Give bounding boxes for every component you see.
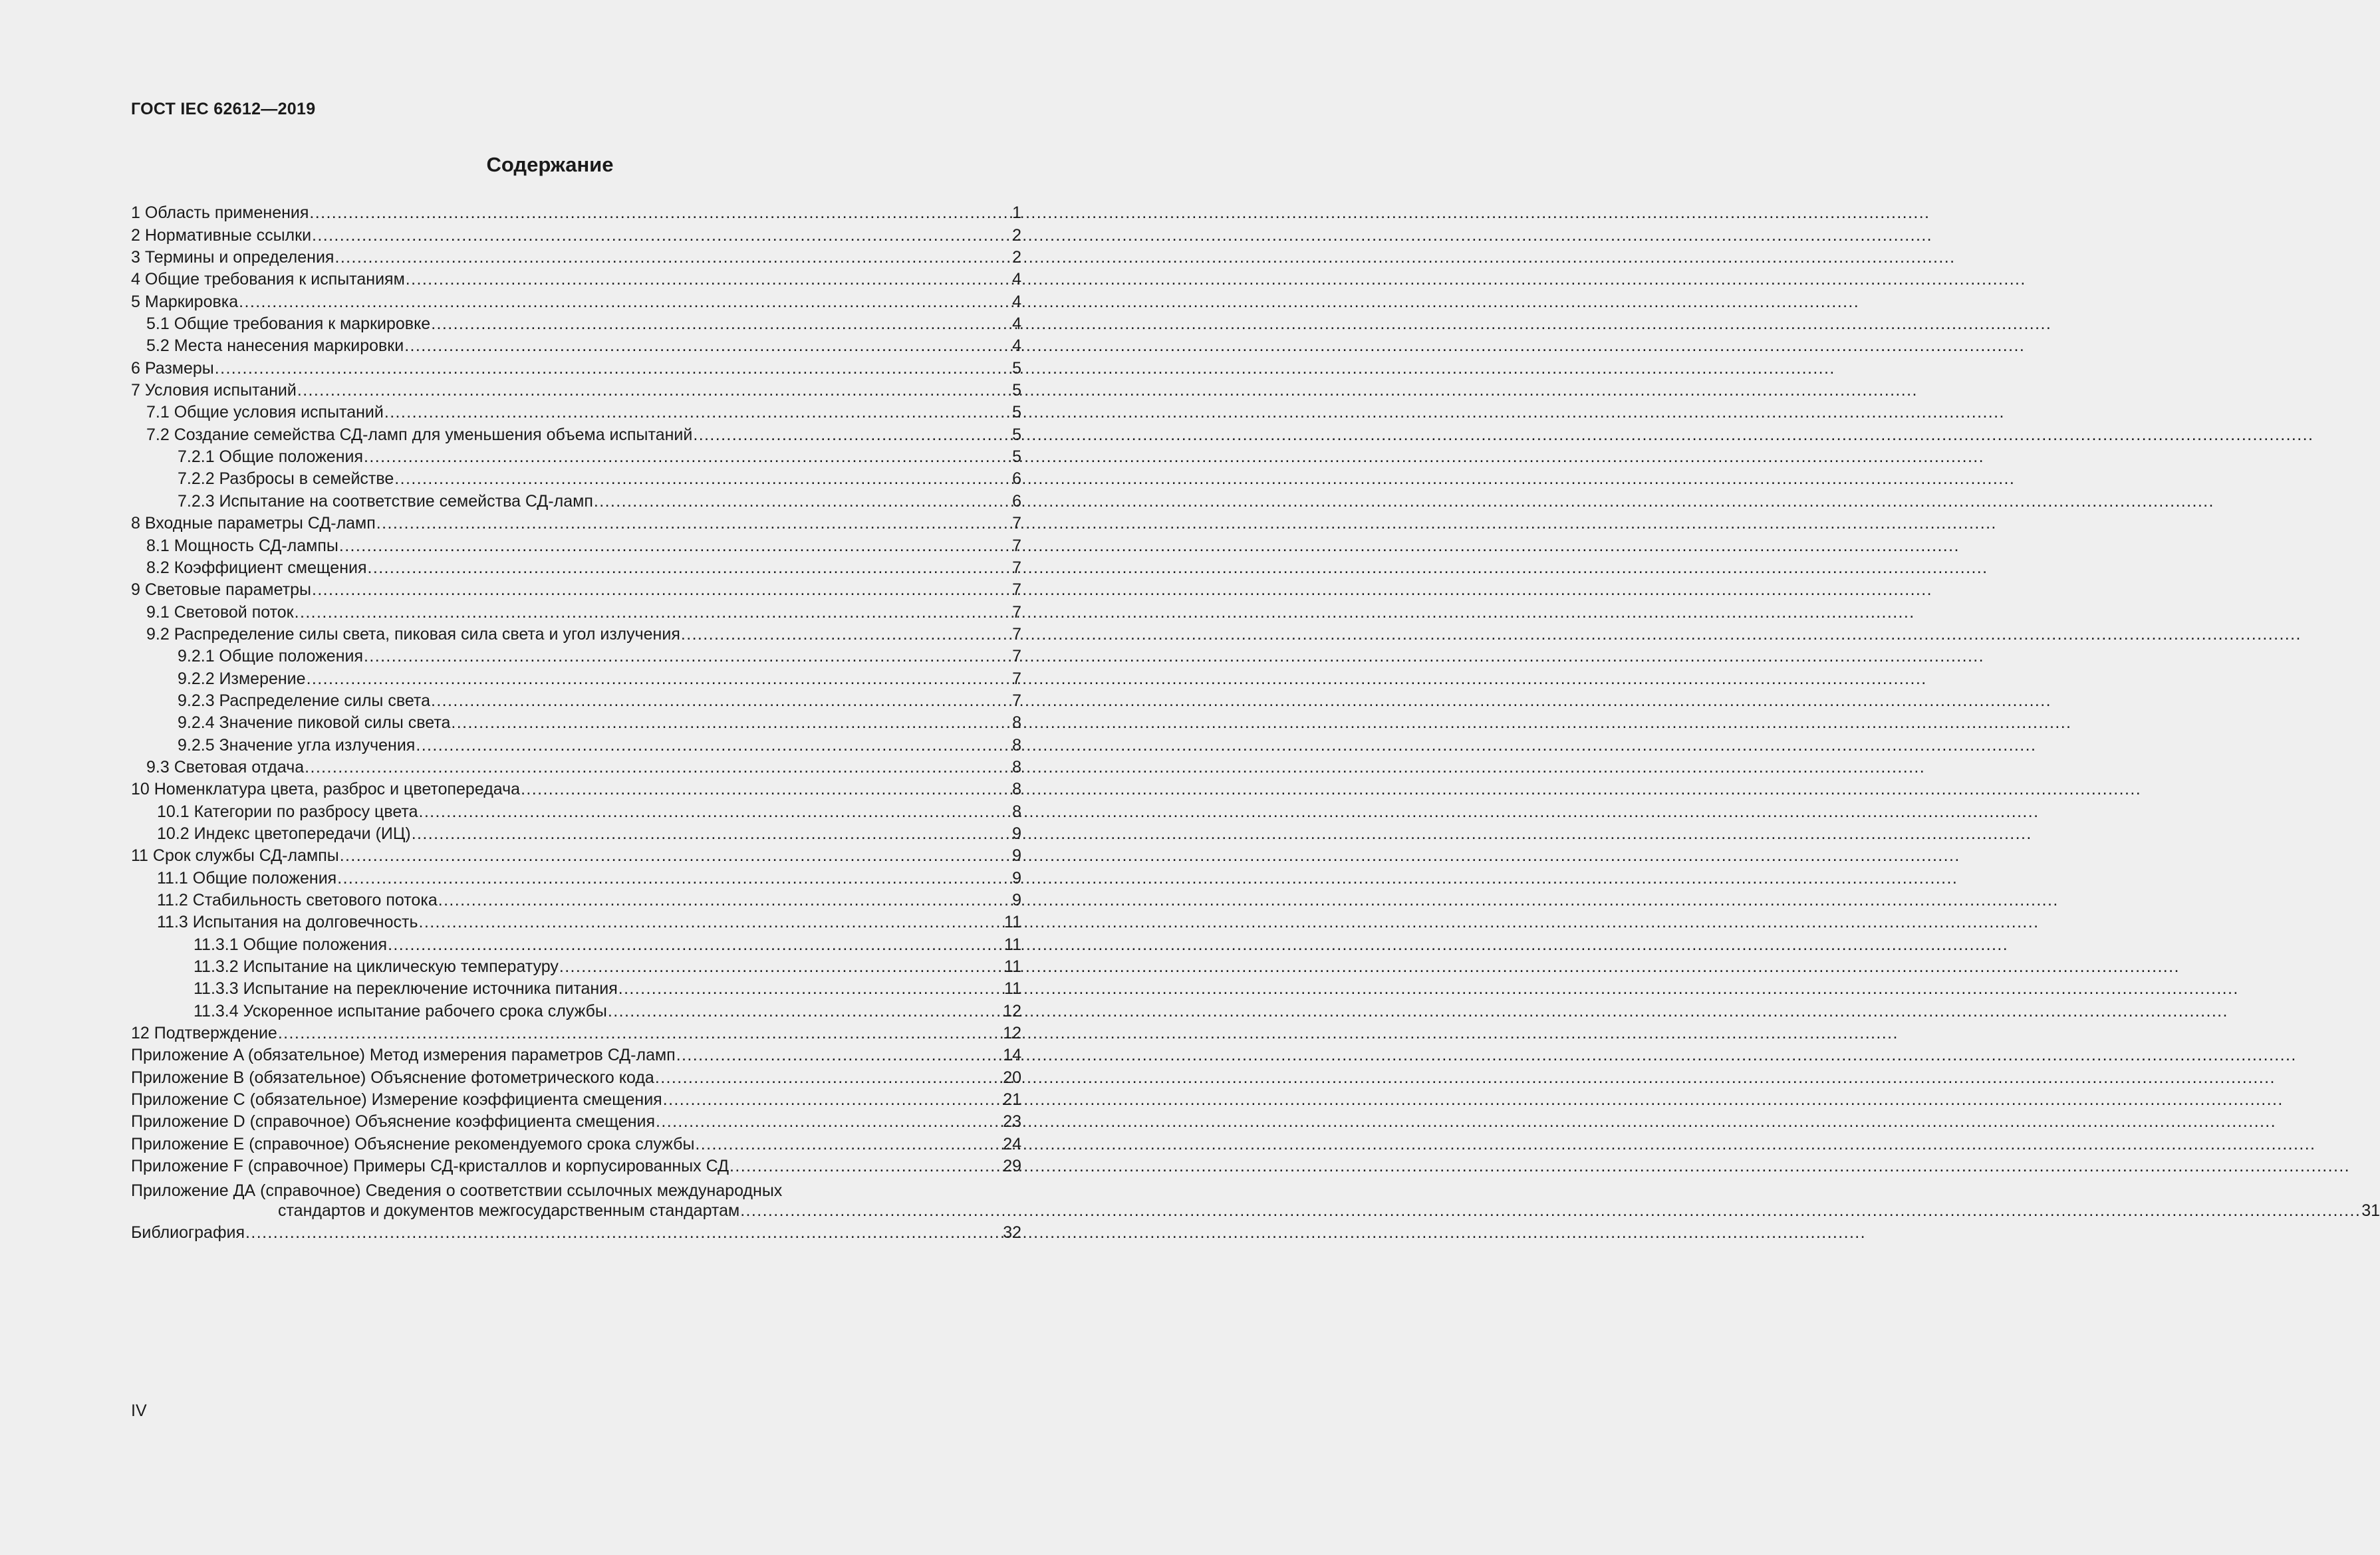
dot-leader xyxy=(297,380,1011,400)
toc-entry[interactable] xyxy=(131,1021,1021,1043)
toc-entry-label: 10.1 Категории по разбросу цвета xyxy=(157,802,418,821)
toc-entry-page: 8 xyxy=(1012,780,1021,799)
toc-entry-label: 9.1 Световой поток xyxy=(146,602,294,622)
dot-leader xyxy=(655,1068,1002,1088)
dot-leader xyxy=(312,225,1011,245)
toc-entry-label: 9.2.1 Общие положения xyxy=(178,647,364,666)
toc-entry[interactable] xyxy=(131,533,1021,555)
dot-leader xyxy=(676,1045,1002,1065)
toc-entry-page: 5 xyxy=(1012,425,1021,444)
toc-entry-page: 7 xyxy=(1012,647,1021,666)
toc-entry-label: Библиография xyxy=(131,1223,245,1243)
toc-entry[interactable] xyxy=(131,245,1021,267)
dot-leader xyxy=(376,513,1011,533)
toc-entry-page: 7 xyxy=(1012,602,1021,622)
toc-entry[interactable] xyxy=(131,755,1021,777)
toc-entry-label: 11 Срок службы СД-лампы xyxy=(131,846,339,866)
toc-entry-page: 9 xyxy=(1012,824,1021,843)
toc-entry[interactable] xyxy=(131,622,1021,644)
dot-leader xyxy=(451,713,1011,733)
toc-entry-page: 9 xyxy=(1012,891,1021,909)
toc-entry[interactable] xyxy=(131,356,1021,378)
toc-entry-label: Приложение F (справочное) Примеры СД-кристаллов и корпусированных СД xyxy=(131,1157,729,1176)
toc-entry[interactable] xyxy=(131,600,1021,622)
toc-entry-label: 9.3 Световая отдача xyxy=(146,757,305,777)
toc-entry-label: 10.2 Индекс цветопередачи (ИЦ) xyxy=(157,824,411,843)
toc-entry-page: 12 xyxy=(1003,1024,1021,1043)
toc-entry-label: 9.2.2 Измерение xyxy=(178,669,306,688)
dot-leader xyxy=(438,890,1011,910)
toc-entry-page: 6 xyxy=(1012,469,1021,489)
dot-leader xyxy=(394,469,1011,489)
toc-entry[interactable] xyxy=(131,932,1021,954)
toc-entry-page: 8 xyxy=(1012,735,1021,755)
toc-entry-label: 8 Входные параметры СД-ламп xyxy=(131,514,376,533)
toc-title: Содержание xyxy=(486,153,614,176)
toc-entry-label: 11.3.2 Испытание на циклическую температуру xyxy=(194,957,559,977)
dot-leader xyxy=(418,802,1011,822)
toc-entry-label: 8.1 Мощность СД-лампы xyxy=(146,536,338,555)
toc-entry[interactable] xyxy=(131,289,1021,311)
toc-entry-label: 2 Нормативные ссылки xyxy=(131,225,312,245)
toc-entry-page: 5 xyxy=(1012,381,1021,400)
toc-entry[interactable] xyxy=(131,866,1021,888)
toc-entry-page: 7 xyxy=(1012,536,1021,555)
toc-entry[interactable] xyxy=(131,1043,1021,1065)
toc-entry-page: 7 xyxy=(1012,669,1021,688)
dot-leader xyxy=(337,868,1011,888)
toc-entry[interactable] xyxy=(131,467,1021,489)
toc-entry-page: 4 xyxy=(1012,336,1021,356)
toc-entry-page: 7 xyxy=(1012,691,1021,710)
toc-entry[interactable] xyxy=(131,201,1021,223)
dot-leader xyxy=(404,336,1011,356)
toc-entry-bibliography[interactable] xyxy=(131,1221,1021,1243)
toc-entry-page: 24 xyxy=(1003,1134,1021,1153)
toc-entry-page: 9 xyxy=(1012,868,1021,888)
toc-entry[interactable] xyxy=(131,888,1021,910)
toc-entry-page: 4 xyxy=(1012,314,1021,334)
toc-entry[interactable] xyxy=(131,733,1021,755)
toc-entry-label: 8.2 Коэффициент смещения xyxy=(146,558,367,577)
toc-entry-page: 5 xyxy=(1012,358,1021,378)
dot-leader xyxy=(729,1156,1002,1176)
toc-entry-label: Приложение ДА (справочное) Сведения о соответствии ссылочных международных xyxy=(131,1181,783,1200)
dot-leader xyxy=(608,1001,1002,1021)
dot-leader xyxy=(521,779,1011,799)
toc-entry[interactable] xyxy=(131,511,1021,533)
dot-leader xyxy=(388,935,1003,955)
toc-entry-page: 2 xyxy=(1012,248,1021,267)
toc-entry-label: 7.2.1 Общие положения xyxy=(178,447,364,467)
toc-entry-label-continued: стандартов и документов межгосударственным стандартам xyxy=(278,1201,740,1220)
toc-entry-page: 6 xyxy=(1012,491,1021,511)
dot-leader xyxy=(364,646,1011,666)
toc-entry-label: Приложение A (обязательное) Метод измерения параметров СД-ламп xyxy=(131,1046,676,1065)
dot-leader xyxy=(681,624,1011,644)
toc-entry-label: Приложение D (справочное) Объяснение коэффициента смещения xyxy=(131,1112,656,1132)
toc-entry-label: 11.3 Испытания на долговечность xyxy=(157,913,418,932)
toc-entry-label: 7.1 Общие условия испытаний xyxy=(146,403,384,422)
dot-leader xyxy=(431,691,1011,711)
toc-entry-page: 5 xyxy=(1012,447,1021,467)
toc-entry-label: 11.3.4 Ускоренное испытание рабочего срока службы xyxy=(194,1001,607,1020)
dot-leader xyxy=(364,447,1011,467)
toc-entry-label: 9.2.3 Распределение силы света xyxy=(178,691,430,710)
toc-entry[interactable] xyxy=(131,489,1021,511)
toc-entry-page: 7 xyxy=(1012,580,1021,600)
toc-entry-page: 7 xyxy=(1012,624,1021,644)
toc-entry-page: 1 xyxy=(1012,203,1021,223)
dot-leader xyxy=(239,292,1011,312)
table-of-contents xyxy=(131,201,2380,1243)
toc-entry[interactable] xyxy=(131,666,1021,688)
toc-entry[interactable] xyxy=(131,644,1021,666)
toc-entry-page: 32 xyxy=(1003,1223,1021,1243)
toc-entry-label: 11.1 Общие положения xyxy=(157,868,337,888)
dot-leader xyxy=(309,203,1011,223)
toc-entry[interactable] xyxy=(131,334,1021,356)
toc-entry-label: 7.2.3 Испытание на соответствие семейства СД-ламп xyxy=(178,491,593,511)
dot-leader xyxy=(384,402,1011,422)
toc-entry-label: 3 Термины и определения xyxy=(131,248,334,267)
toc-entry-page: 29 xyxy=(1003,1157,1021,1176)
page-number: IV xyxy=(131,1401,147,1420)
toc-entry-page: 31 xyxy=(2361,1201,2380,1220)
toc-entry-label: 5.2 Места нанесения маркировки xyxy=(146,336,404,356)
dot-leader xyxy=(334,247,1011,267)
toc-entry-page: 5 xyxy=(1012,403,1021,422)
dot-leader xyxy=(312,580,1011,600)
toc-entry[interactable] xyxy=(131,1065,1021,1087)
toc-entry-page: 20 xyxy=(1003,1068,1021,1087)
toc-entry-annex-da[interactable] xyxy=(131,1176,2380,1221)
toc-entry-page: 11 xyxy=(1004,957,1021,977)
toc-entry-label: 9.2.4 Значение пиковой силы света xyxy=(178,713,451,733)
dot-leader xyxy=(245,1223,1002,1243)
toc-entry-label: 7.2.2 Разбросы в семействе xyxy=(178,469,394,489)
toc-entry-page: 4 xyxy=(1012,270,1021,289)
toc-entry-label: 7 Условия испытаний xyxy=(131,381,297,400)
dot-leader xyxy=(431,314,1011,334)
toc-entry-label: Приложение E (справочное) Объяснение рекомендуемого срока службы xyxy=(131,1134,695,1153)
dot-leader xyxy=(215,358,1011,378)
toc-entry[interactable] xyxy=(131,1110,1021,1132)
dot-leader xyxy=(594,491,1011,511)
dot-leader xyxy=(419,912,1004,932)
dot-leader xyxy=(740,1201,2361,1221)
toc-entry-page: 2 xyxy=(1012,225,1021,245)
toc-entry-page: 11 xyxy=(1004,979,1021,999)
dot-leader xyxy=(406,269,1011,289)
toc-entry[interactable] xyxy=(131,910,1021,932)
toc-entry[interactable] xyxy=(131,844,1021,866)
dot-leader xyxy=(412,824,1011,844)
toc-entry-label: Приложение B (обязательное) Объяснение фотометрического кода xyxy=(131,1068,654,1087)
toc-entry-label: 7.2 Создание семейства СД-ламп для уменьшения объема испытаний xyxy=(146,425,693,444)
toc-entry-page: 7 xyxy=(1012,558,1021,577)
dot-leader xyxy=(663,1090,1002,1110)
toc-entry[interactable] xyxy=(131,267,1021,289)
toc-entry-page: 23 xyxy=(1003,1112,1021,1132)
toc-entry-page: 8 xyxy=(1012,757,1021,777)
dot-leader xyxy=(278,1023,1002,1043)
toc-entry-label: 1 Область применения xyxy=(131,203,309,223)
toc-entry-page: 14 xyxy=(1003,1046,1021,1065)
toc-entry-page: 4 xyxy=(1012,292,1021,311)
toc-entry-label: 9.2 Распределение силы света, пиковая сила света и угол излучения xyxy=(146,624,680,644)
toc-entry[interactable] xyxy=(131,799,1021,821)
toc-entry[interactable] xyxy=(131,711,1021,733)
toc-entry-label: 10 Номенклатура цвета, разброс и цветопередача xyxy=(131,780,521,799)
toc-entry[interactable] xyxy=(131,400,1021,422)
toc-entry-page: 21 xyxy=(1003,1090,1021,1110)
dot-leader xyxy=(618,979,1003,999)
dot-leader xyxy=(416,735,1011,755)
toc-entry-page: 8 xyxy=(1012,713,1021,733)
toc-entry[interactable] xyxy=(131,312,1021,334)
toc-entry-label: 4 Общие требования к испытаниям xyxy=(131,270,405,289)
dot-leader xyxy=(559,957,1003,977)
toc-entry[interactable] xyxy=(131,955,1021,977)
toc-entry-page: 11 xyxy=(1004,935,1021,954)
toc-entry[interactable] xyxy=(131,999,1021,1020)
toc-entry-label: 9.2.5 Значение угла излучения xyxy=(178,735,416,755)
dot-leader xyxy=(693,425,1011,445)
toc-entry[interactable] xyxy=(131,223,1021,245)
toc-entry-page: 7 xyxy=(1012,514,1021,533)
toc-entry-label: 5 Маркировка xyxy=(131,292,239,311)
toc-entry[interactable] xyxy=(131,1088,1021,1110)
toc-entry-page: 9 xyxy=(1012,846,1021,866)
toc-entry[interactable] xyxy=(131,578,1021,600)
toc-entry-label: 6 Размеры xyxy=(131,358,214,378)
dot-leader xyxy=(295,602,1011,622)
toc-entry[interactable] xyxy=(131,378,1021,400)
dot-leader xyxy=(695,1134,1002,1154)
toc-entry-page: 8 xyxy=(1012,802,1021,821)
toc-entry-label: 11.2 Стабильность светового потока xyxy=(157,891,438,909)
toc-entry[interactable] xyxy=(131,777,1021,799)
toc-entry[interactable] xyxy=(131,556,1021,578)
dot-leader xyxy=(340,846,1011,866)
toc-entry[interactable] xyxy=(131,822,1021,844)
toc-entry-label: 9 Световые параметры xyxy=(131,580,311,600)
dot-leader xyxy=(305,757,1011,777)
toc-entry-label: 11.3.1 Общие положения xyxy=(194,935,388,954)
toc-entry[interactable] xyxy=(131,1132,1021,1153)
toc-entry[interactable] xyxy=(131,445,1021,467)
dot-leader xyxy=(656,1112,1002,1132)
dot-leader xyxy=(339,536,1011,556)
document-header: ГОСТ IEC 62612—2019 xyxy=(131,100,316,118)
toc-entry[interactable] xyxy=(131,422,1021,444)
toc-entry-page: 12 xyxy=(1003,1001,1021,1020)
toc-entry[interactable] xyxy=(131,1154,1021,1176)
toc-entry-label: Приложение C (обязательное) Измерение коэффициента смещения xyxy=(131,1090,662,1110)
dot-leader xyxy=(368,558,1012,578)
toc-entry-label: 11.3.3 Испытание на переключение источника питания xyxy=(194,979,618,999)
toc-entry-label: 5.1 Общие требования к маркировке xyxy=(146,314,431,334)
toc-entry[interactable] xyxy=(131,689,1021,711)
toc-entry-label: 12 Подтверждение xyxy=(131,1024,277,1043)
toc-entry[interactable] xyxy=(131,977,1021,999)
toc-entry-page: 11 xyxy=(1004,913,1021,932)
dot-leader xyxy=(307,669,1012,689)
